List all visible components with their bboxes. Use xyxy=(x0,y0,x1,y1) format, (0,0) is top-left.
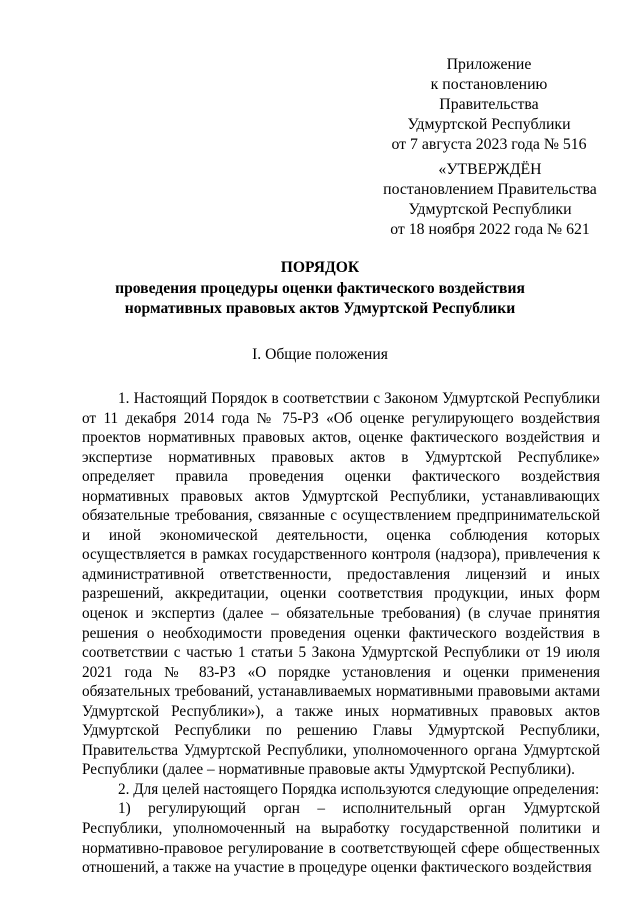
appendix-line-1: Приложение xyxy=(446,56,532,73)
approved-line-4: от 18 ноября 2022 года № 621 xyxy=(390,221,590,238)
document-body xyxy=(82,389,600,878)
appendix-line-4: от 7 августа 2023 года № 516 xyxy=(391,136,587,153)
title-subtitle-line-2: нормативных правовых актов Удмуртской Республики xyxy=(124,300,516,317)
document-title xyxy=(80,258,560,319)
paragraph-1: 1. Настоящий Порядок в соответствии с Законом Удмуртской Республики от 11 декабря 2014 года № 75-РЗ «Об оценке регулирующего воздействия проектов нормативных правовых актов, оценке фактического воздействия и экспертизе нормативных правовых актов в Удмуртской Республике» определяет правила проведения оценки фактического воздействия нормативных правовых актов Удмуртской Республики, устанавливающих обязательные требования, связанные с осуществлением предпринимательской и иной экономической деятельности, оценка соблюдения которых осуществляется в рамках государственного контроля (надзора), привлечения к административной ответственности, предоставления лицензий и иных разрешений, аккредитации, оценки соответствия продукции, иных форм оценок и экспертиз (далее – обязательные требования) (в случае принятия решения о необходимости проведения оценки фактического воздействия в соответствии с частью 1 статьи 5 Закона Удмуртской Республики от 19 июля 2021 года № 83-РЗ «О порядке установления и оценки применения обязательных требований, устанавливаемых нормативными правовыми актами Удмуртской Республики»), а также иных нормативных правовых актов Удмуртской Республики по решению Главы Удмуртской Республики, Правительства Удмуртской Республики, уполномоченного органа Удмуртской Республики (далее – нормативные правовые акты Удмуртской Республики). xyxy=(82,390,600,779)
section-heading: I. Общие положения xyxy=(252,346,388,363)
approved-line-3: Удмуртской Республики xyxy=(408,201,572,218)
title-subtitle-line-1: проведения процедуры оценки фактического воздействия xyxy=(115,280,525,297)
title-main: ПОРЯДОК xyxy=(280,259,360,276)
appendix-line-3: Удмуртской Республики xyxy=(407,116,571,133)
definition-1-first-line: 1) регулирующий орган – исполнительный орган Удмуртской xyxy=(118,800,600,818)
paragraph-2: 2. Для целей настоящего Порядка используются следующие определения: xyxy=(118,780,600,798)
approval-stamp xyxy=(374,160,606,240)
approved-line-1: «УТВЕРЖДЁН xyxy=(438,161,542,178)
appendix-line-2: к постановлению Правительства xyxy=(430,76,548,113)
definition-1-continued: Республики, уполномоченный на выработку государственной политики и нормативно-правовое регулирование в соответствующей сфере общественных отношений, а также на участие в процедуре оценки фактического воздействия xyxy=(82,820,600,877)
appendix-header xyxy=(384,55,594,155)
approved-line-2: постановлением Правительства xyxy=(383,181,597,198)
